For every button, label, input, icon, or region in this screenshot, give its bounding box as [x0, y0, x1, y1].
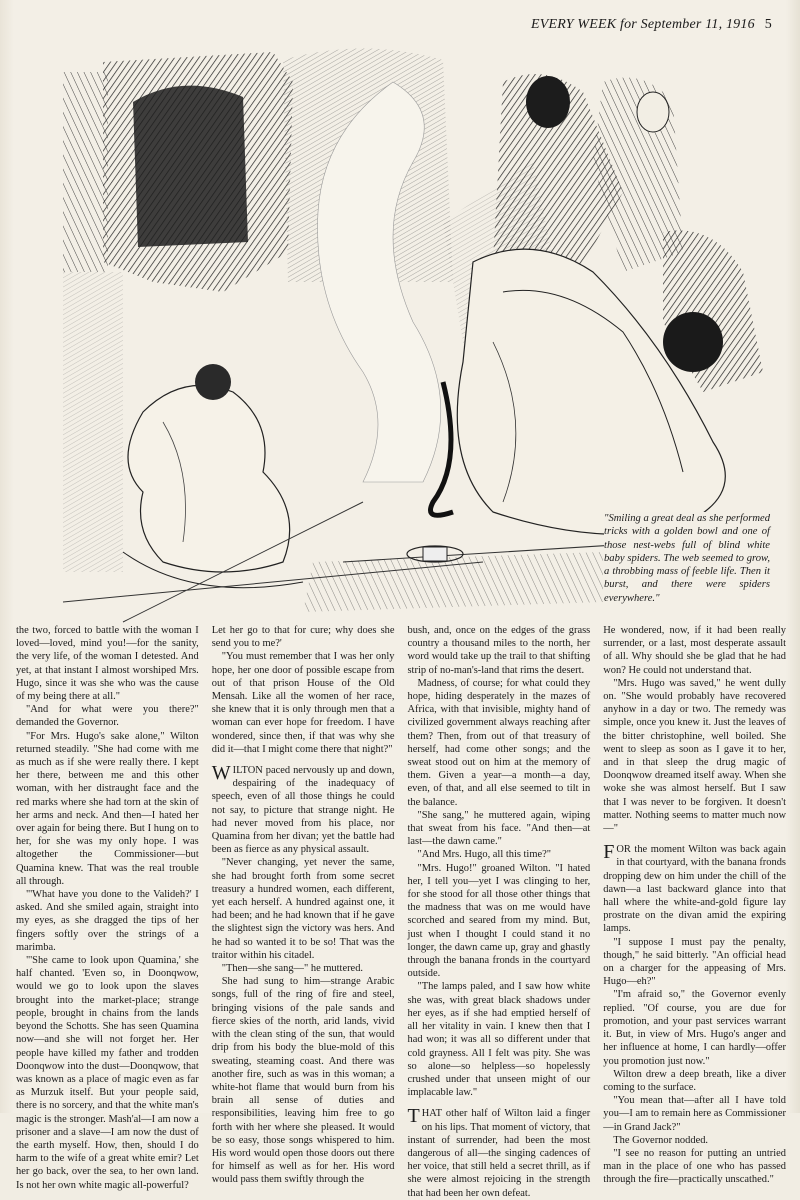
article-body: [16, 624, 786, 1199]
paragraph: He wondered, now, if it had been really surrender, or a last, most desperate assault of all. Why should she be glad that he had won? He could not understand that.: [603, 625, 786, 676]
paragraph: "I suppose I must pay the penalty, though," he said bitterly. "An official head on a charger for the appeasing of Mrs. Hugo—eh?": [603, 936, 786, 988]
paragraph: "And Mrs. Hugo, all this time?": [417, 849, 551, 861]
text-column-4: [603, 624, 786, 1186]
paragraph: the two, forced to battle with the woman I loved—loved, mind you!—for the sanity, the very life, of the woman I detested. And yet, at that instant I almost worshiped Mrs. Hugo, since it was she who was the cause of my being there at all.": [16, 625, 199, 703]
paragraph: She had sung to him—strange Arabic songs, full of the ring of fire and steel, bringing visions of the pale sands and fierce skies of the north, arid lands, vivid with the clean sting of the sun, that would drip from his body the blue-mold of this sweating, steaming coast. And there was another fire, such as was in this woman; a white-hot flame that would burn from his brain all sense of duties and responsibilities, leaving him free to go forth with her where she pleased. It would be so easy, those songs whispered to him. His word would open those doors out there for himself as well as for her. His word would pass them swiftly through the: [211, 976, 395, 1186]
paragraph: "I see no reason for putting an untried man in the place of one who has passed through the fire—practically unscathed.": [603, 1147, 786, 1186]
illustration-caption: "Smiling a great deal as she performed tricks with a golden bowl and one of those nest-webs full of blind white baby spiders. The web seemed to grow, a throbbing mass of feeble life. Then it burst, and there were spiders everywhere.": [604, 513, 770, 604]
running-title: EVERY WEEK for September 11, 1916: [530, 17, 755, 32]
paragraph: "You must remember that I was her only hope, her one door of possible escape from out of that prison House of the Old Mensah. Like all the women of her race, she knew that it is only through men that a woman can ever hope for freedom. I have wondered, since then, if that was why she did it—that I might come there that night?": [211, 651, 395, 755]
paragraph: "Never changing, yet never the same, she had brought forth from some secret treasury a hundred women, each different, yet each herself. A hundred against one, it had been; and he had known that if he gave the slightest sign the victory was hers. And he had so wanted it to be so! That was the traitor within his citadel.: [211, 857, 395, 961]
paragraph: Madness, of course; for what could they hope, hiding desperately in the mazes of Africa, with that invisible, mighty hand of civilized government always reaching after them? Then, from out of that treasury of herself, had come other songs; and the sweat stood out on him at the memory of them. Given a year—a month—a day, even, of that, and all else seemed to tilt in the balance.: [407, 677, 591, 808]
paragraph: "And for what were you there?" demanded the Governor.: [16, 704, 199, 729]
paragraph: "For Mrs. Hugo's sake alone," Wilton returned steadily. "She had come with me as much as if she were really there. I kept her there, between me and this other woman, with her distraught face and the red marks where she had torn at the skin of her arms and neck. And then—I hated her over again for being there. But I hung on to her, for she was my only hope. I was altogether the Commissioner—but Quamina knew. That was the real trouble all through.: [16, 730, 199, 887]
paragraph: "'She came to look upon Quamina,' she half chanted. 'Even so, in Doonqwow, would we go to look upon the slaves brought into the market-place; strange people, brought in chains from the lands beyond the Schotts. She has seen Quamina now—and she will not forget her. Her people have killed my father and trodden Doonqwow into the dust—Doonqwow, that was known as a place of magic even as far as Murzuk itself. But your people said, there is no sorcery, and that the white man's magic is the stronger. Mash'al—I am now a prisoner and a slave—I am now the dust of the earth myself. How, then, should I do harm to the wife of a great white emir? Let her go back, over the sea, to her own land. Is not her own white magic all-powerful?: [16, 955, 199, 1191]
paragraph: "Mrs. Hugo was saved," he went dully on. "She would probably have recovered anyhow in a day or two. The remedy was simple, once you knew it. Just the leaves of the bitter christophine, well boiled. She went to sleep as soon as I gave it to her, and in that sleep the drug magic of Doonqwow dreamed itself away. When she woke she was almost herself. But I saw that I was never to be forgiven. It doesn't matter. Nothing seems to matter much now—": [603, 677, 786, 835]
paragraph: "Then—she sang—" he muttered.: [221, 963, 364, 975]
paragraph: "She sang," he muttered again, wiping that sweat from his face. "And then—at last—the dawn came.": [407, 809, 591, 848]
drop-cap-paragraph: THAT other half of Wilton laid a finger on his lips. That moment of victory, that instant of surrender, had been the most dangerous of all—the singing cadences of her voice, that still held a secret thrill, as if she were almost rejoicing in the strength that had been her own defeat.: [407, 1105, 591, 1199]
paragraph: "You mean that—after all I have told you—I am to remain here as Commissioner—in Grand Jack?": [603, 1095, 786, 1133]
drop-cap-paragraph: FOR the moment Wilton was back again in that courtyard, with the banana fronds dropping dew on him under the chill of the dawn—a last backward glance into that hall where the white-and-gold figure lay prostrate on the divan amid the expiring lamps.: [603, 841, 786, 935]
paragraph: bush, and, once on the edges of the grass country a thousand miles to the north, her word would take up the trail to that shifting strip of no-man's-land that rims the desert.: [407, 625, 591, 676]
paragraph: "Mrs. Hugo!" groaned Wilton. "I hated her, I tell you—yet I was clinging to her, for she stood for all those other things that the madness that was on me would have scorched and seared from my mind. But, just when I thought I could stand it no longer, the dawn came up, gray and ghastly through the banana fronds in the courtyard outside.: [407, 862, 591, 980]
text-column-2: [211, 624, 395, 1186]
paragraph: "'What have you done to the Valideh?' I asked. And she smiled again, straight into my eyes, as she dragged the tips of her fingers softly over the strings of a marimba.: [16, 889, 199, 953]
paragraph: The Governor nodded.: [613, 1134, 709, 1146]
paragraph: Let her go to that for cure; why does she send you to me?': [211, 625, 395, 650]
running-header: [531, 17, 772, 33]
paragraph: "The lamps paled, and I saw how white she was, with great black shadows under her eyes, as if she had emptied herself of all her vitality in vain. I knew then that I had won; it was all so different under that cold grayness. All I felt was pity. She was so alone—so helpless—so hopelessly crushed under that unseen might of our implacable law.": [407, 981, 591, 1099]
text-column-3: [407, 624, 591, 1199]
text-column-1: [16, 624, 199, 1191]
paragraph: Wilton drew a deep breath, like a diver coming to the surface.: [603, 1068, 786, 1093]
drop-cap-paragraph: WILTON paced nervously up and down, despairing of the inadequacy of speech, even of all those things he could not say, to picture that strange night. He had never moved from his place, nor Quamina from her divan; yet the battle had been as fierce as any physical assault.: [211, 762, 395, 856]
page-number: 5: [764, 17, 772, 32]
paragraph: "I'm afraid so," the Governor evenly replied. "Of course, you are due for promotion, and your past services warrant it. But, in view of Mrs. Hugo's anger and her influence at home, I can hardly—offer you promotion just now.": [603, 989, 786, 1067]
